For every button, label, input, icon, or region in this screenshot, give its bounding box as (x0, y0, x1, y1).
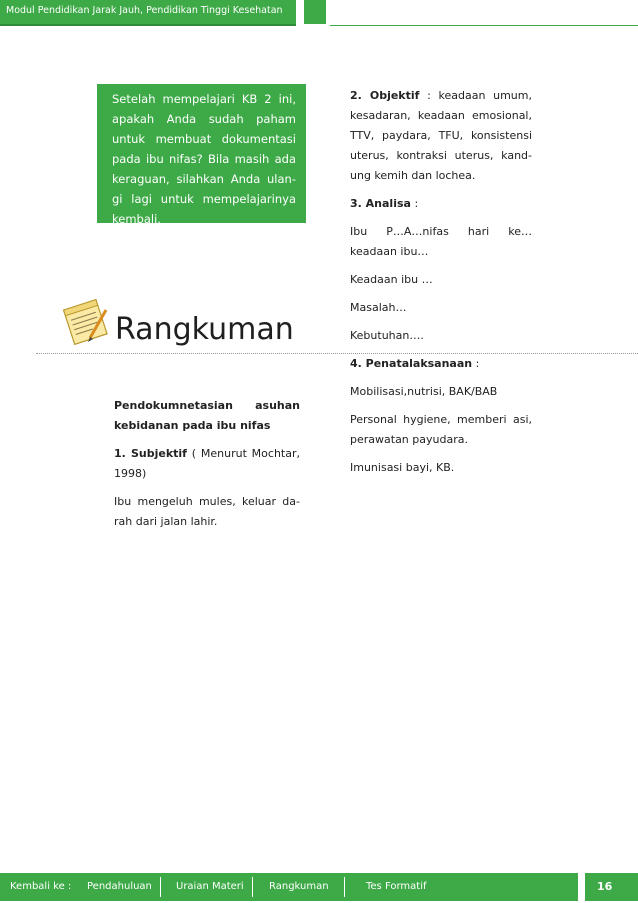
left-column (114, 396, 300, 540)
analisa-line: Masalah… (350, 301, 407, 314)
penatalaksanaan-line: Imunisasi bayi, KB. (350, 461, 455, 474)
penatalaksanaan-line: Personal hygiene, memberi asi, perawatan payudara. (350, 413, 532, 446)
header-bar (0, 0, 296, 26)
footer-separator (160, 877, 161, 897)
intro-text: Setelah mempelajari KB 2 ini, apakah Anda sudah paham untuk membuat dokumentasi pada ibu nifas? Bila masih ada keraguan, silahkan Anda ulan-gi lagi untuk mempelajarinya kembali. (112, 92, 296, 226)
section-heading: Rangkuman (115, 312, 294, 347)
intro-box (97, 84, 306, 226)
subjektif-paragraph (114, 444, 300, 484)
subjektif-body: Ibu mengeluh mules, keluar da-rah dari jalan lahir. (114, 495, 300, 528)
subjektif-label: 1. Subjektif (114, 447, 187, 460)
footer-link-tes-formatif[interactable]: Tes Formatif (366, 881, 427, 892)
analisa-label: 3. Analisa (350, 197, 411, 210)
header-accent-square (304, 0, 326, 24)
page-number: 16 (597, 880, 613, 893)
page-number-box (585, 873, 638, 901)
footer-link-rangkuman[interactable]: Rangkuman (269, 881, 329, 892)
penatalaksanaan-label: 4. Penatalaksanaan (350, 357, 473, 370)
footer-separator (252, 877, 253, 897)
notes-icon (60, 296, 110, 346)
footer-back-label: Kembali ke : (10, 881, 72, 892)
penatalaksanaan-line: Mobilisasi,nutrisi, BAK/BAB (350, 385, 498, 398)
objektif-paragraph (350, 86, 532, 186)
analisa-heading (350, 194, 532, 214)
header-divider (330, 25, 638, 26)
header-title: Modul Pendidikan Jarak Jauh, Pendidikan Tinggi Kesehatan (6, 5, 283, 16)
objektif-text: : keadaan umum, kesadaran, keadaan emosional, TTV, paydara, TFU, konsistensi uterus, kontraksi uterus, kand-ung kemih dan lochea. (350, 89, 532, 182)
analisa-line: Ibu P…A…nifas hari ke…keadaan ibu… (350, 225, 532, 258)
subjektif-text: ( Menurut Mochtar, 1998) (114, 447, 300, 480)
objektif-label: 2. Objektif (350, 89, 420, 102)
analisa-line: Kebutuhan…. (350, 329, 424, 342)
footer-link-uraian-materi[interactable]: Uraian Materi (176, 881, 244, 892)
lead-paragraph: Pendokumnetasian asuhan kebidanan pada ibu nifas (114, 399, 300, 432)
right-column (350, 86, 532, 486)
footer-separator (344, 877, 345, 897)
footer-nav (0, 873, 578, 901)
analisa-text: : (410, 197, 419, 210)
footer-link-pendahuluan[interactable]: Pendahuluan (87, 881, 152, 892)
penatalaksanaan-text: : (472, 357, 480, 370)
analisa-line: Keadaan ibu … (350, 273, 433, 286)
penatalaksanaan-heading (350, 354, 532, 374)
dotted-divider (36, 353, 638, 354)
